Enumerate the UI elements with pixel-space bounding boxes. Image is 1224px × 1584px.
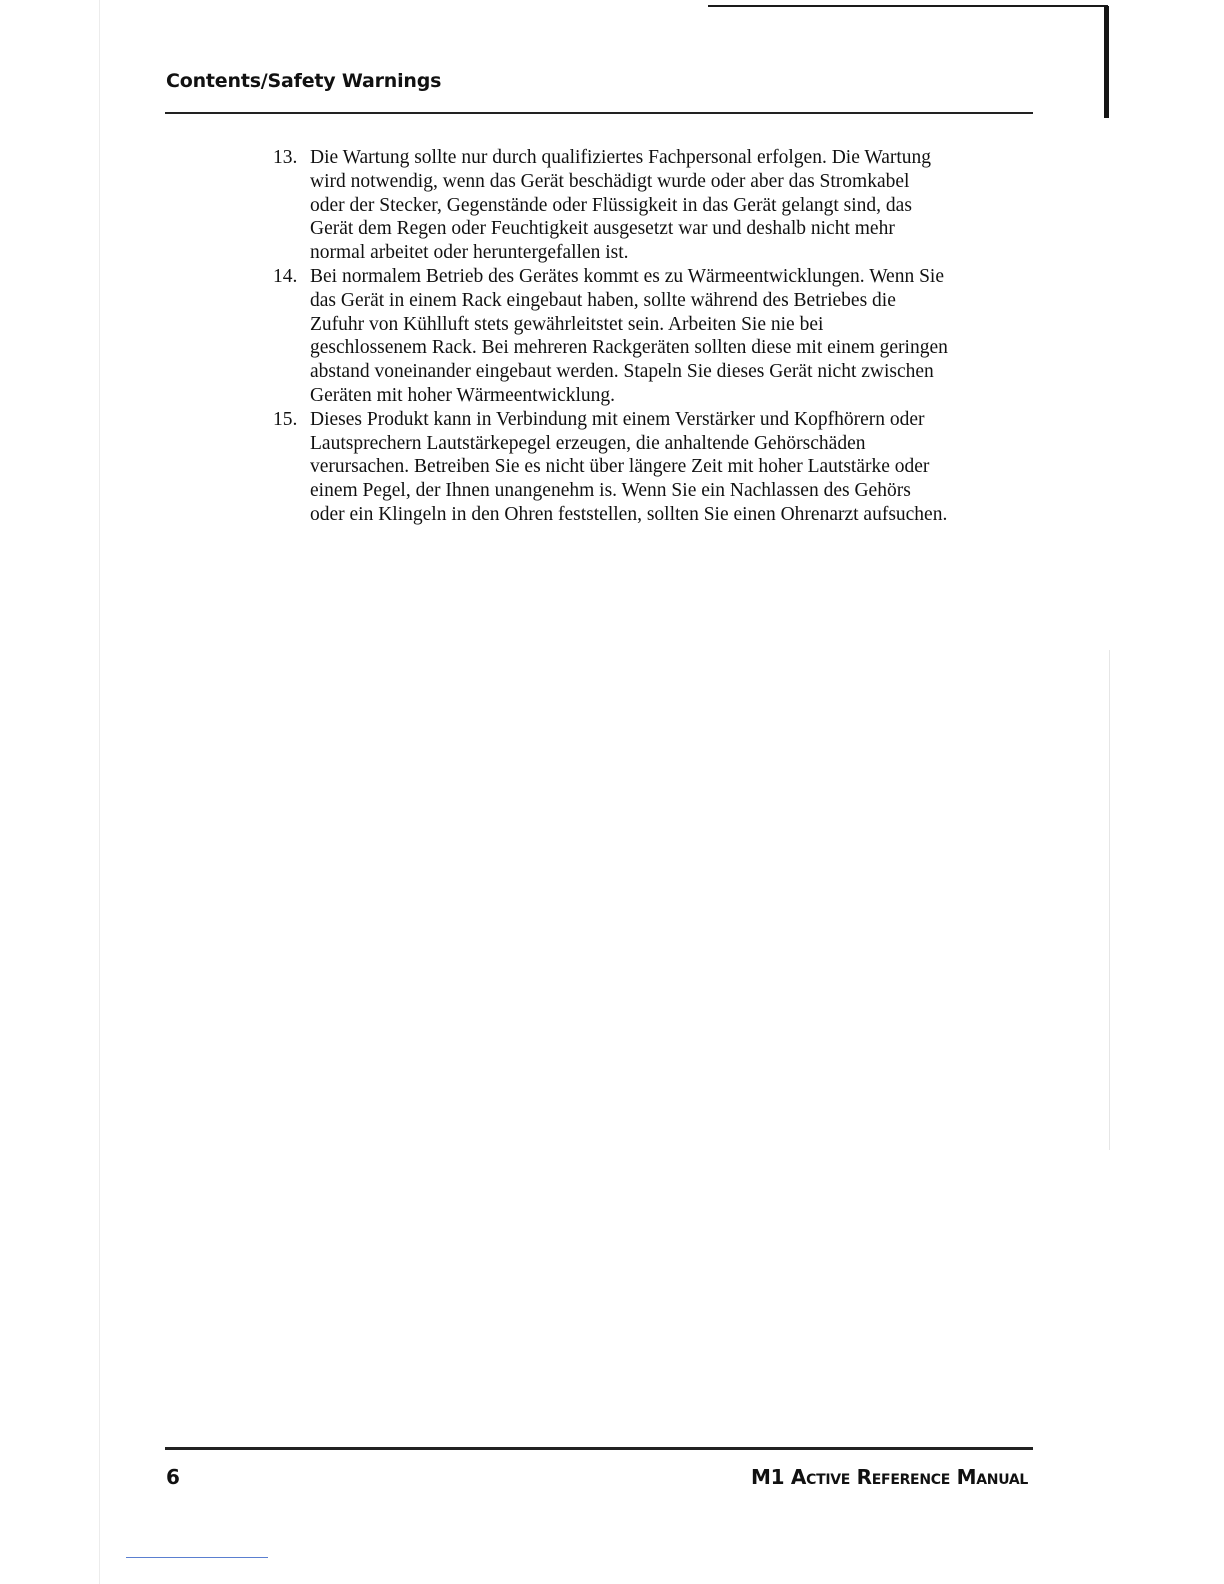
page-header-title: Contents/Safety Warnings xyxy=(166,70,442,92)
item-number: 14. xyxy=(273,265,298,287)
scan-faint-right xyxy=(1109,650,1110,1150)
list-item xyxy=(273,265,1043,408)
item-text-line: geschlossenem Rack. Bei mehreren Rackgeräten sollten diese mit einem geringen xyxy=(310,337,948,359)
item-text-line: Lautsprechern Lautstärkepegel erzeugen, die anhaltende Gehörschäden xyxy=(310,432,866,454)
item-text-line: wird notwendig, wenn das Gerät beschädigt wurde oder aber das Stromkabel xyxy=(310,170,910,192)
list-item xyxy=(273,408,1043,527)
item-text-line: einem Pegel, der Ihnen unangenehm is. Wenn Sie ein Nachlassen des Gehörs xyxy=(310,480,911,502)
item-text-line: oder ein Klingeln in den Ohren feststellen, sollten Sie einen Ohrenarzt aufsuchen. xyxy=(310,503,948,525)
item-text-line: das Gerät in einem Rack eingebaut haben, sollte während des Betriebes die xyxy=(310,289,896,311)
item-text-line: Bei normalem Betrieb des Gerätes kommt es zu Wärmeentwicklungen. Wenn Sie xyxy=(310,265,944,287)
item-text-line: Die Wartung sollte nur durch qualifiziertes Fachpersonal erfolgen. Die Wartung xyxy=(310,147,932,168)
item-text-line: abstand voneinander eingebaut werden. Stapeln Sie dieses Gerät nicht zwischen xyxy=(310,361,934,383)
header-rule xyxy=(165,112,1033,114)
safety-warning-list xyxy=(273,146,1043,527)
scan-edge-left xyxy=(99,0,100,1584)
item-text-line: Zufuhr von Kühlluft stets gewährleitstet sein. Arbeiten Sie nie bei xyxy=(310,313,824,335)
manual-title: M1 Active Reference Manual xyxy=(751,1465,1028,1489)
scan-edge-top xyxy=(708,5,1108,7)
item-number: 15. xyxy=(273,408,298,430)
item-text-line: oder der Stecker, Gegenstände oder Flüssigkeit in das Gerät gelangt sind, das xyxy=(310,194,912,216)
footer-rule xyxy=(165,1447,1033,1450)
scan-blue-line xyxy=(126,1557,268,1558)
item-text-line: Geräten mit hoher Wärmeentwicklung. xyxy=(310,384,616,406)
page-number: 6 xyxy=(166,1465,180,1489)
item-text-line: Gerät dem Regen oder Feuchtigkeit ausgesetzt war und deshalb nicht mehr xyxy=(310,218,895,240)
scan-edge-right xyxy=(1104,6,1109,118)
item-text-line: Dieses Produkt kann in Verbindung mit einem Verstärker und Kopfhörern oder xyxy=(310,408,925,430)
item-text-line: verursachen. Betreiben Sie es nicht über längere Zeit mit hoher Lautstärke oder xyxy=(310,456,930,478)
item-number: 13. xyxy=(273,147,298,168)
item-text-line: normal arbeitet oder heruntergefallen ist. xyxy=(310,242,629,264)
list-item xyxy=(273,146,1043,265)
